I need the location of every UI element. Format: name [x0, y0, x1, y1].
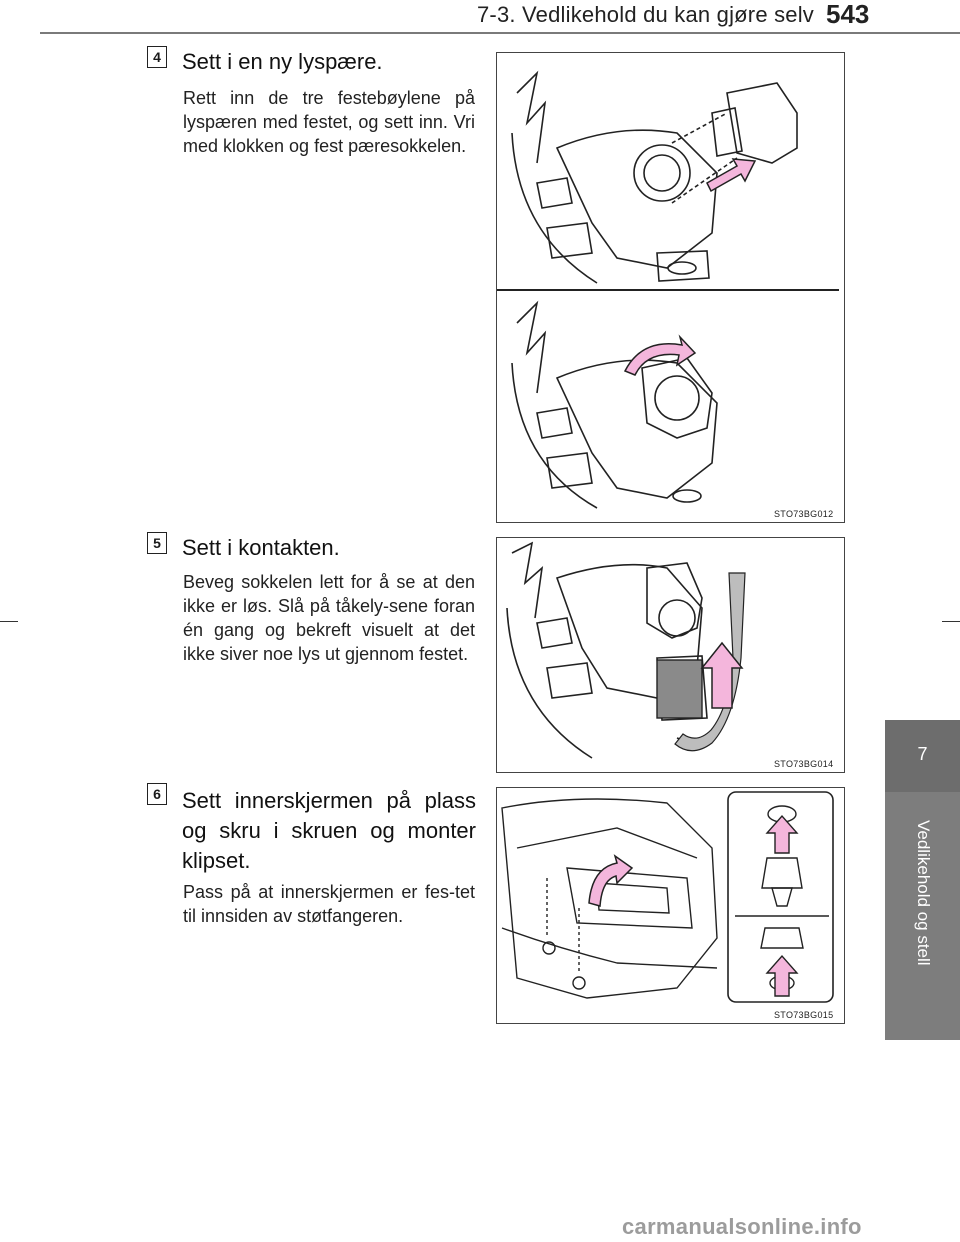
figure-step-4: [496, 52, 845, 523]
step-5-badge: 5: [147, 532, 167, 554]
chapter-label: Vedlikehold og stell: [914, 820, 933, 966]
figure-step-4-code: STO73BG012: [774, 509, 834, 519]
watermark: carmanualsonline.info: [622, 1214, 862, 1239]
page-header: [0, 0, 960, 40]
step-5-title: Sett i kontakten.: [182, 535, 340, 560]
chapter-side-tab[interactable]: [885, 720, 960, 1040]
crop-mark-right: [942, 621, 960, 622]
chapter-number: 7: [917, 744, 928, 764]
step-5-body: Beveg sokkelen lett for å se at den ikke er løs. Slå på tåkely-sene foran én gang og bekreft visuelt at det ikke siver noe lys ut gjennom festet.: [183, 572, 475, 664]
step-6-body: Pass på at innerskjermen er fes-tet til innsiden av støtfangeren.: [183, 882, 475, 926]
bulb-install-illustration: [497, 53, 844, 522]
step-4-body: Rett inn de tre festebøylene på lyspæren med festet, og sett inn. Vri med klokken og fest pæresokkelen.: [183, 88, 475, 156]
header-rule: [40, 32, 960, 34]
step-6-title: Sett innerskjermen på plass og skru i skruen og monter klipset.: [182, 788, 476, 873]
connector-illustration: [497, 538, 844, 772]
figure-step-6-code: STO73BG015: [774, 1010, 834, 1020]
step-6-badge: 6: [147, 783, 167, 805]
page-number: 543: [826, 0, 870, 29]
chapter-number-box: [885, 720, 960, 792]
figure-step-5: [496, 537, 845, 773]
section-title: 7-3. Vedlikehold du kan gjøre selv: [477, 2, 814, 27]
crop-mark-left: [0, 621, 18, 622]
figure-step-5-code: STO73BG014: [774, 759, 834, 769]
figure-step-6: [496, 787, 845, 1024]
fender-liner-illustration: [497, 788, 844, 1023]
step-4-badge: 4: [147, 46, 167, 68]
step-4-title: Sett i en ny lyspære.: [182, 49, 383, 74]
